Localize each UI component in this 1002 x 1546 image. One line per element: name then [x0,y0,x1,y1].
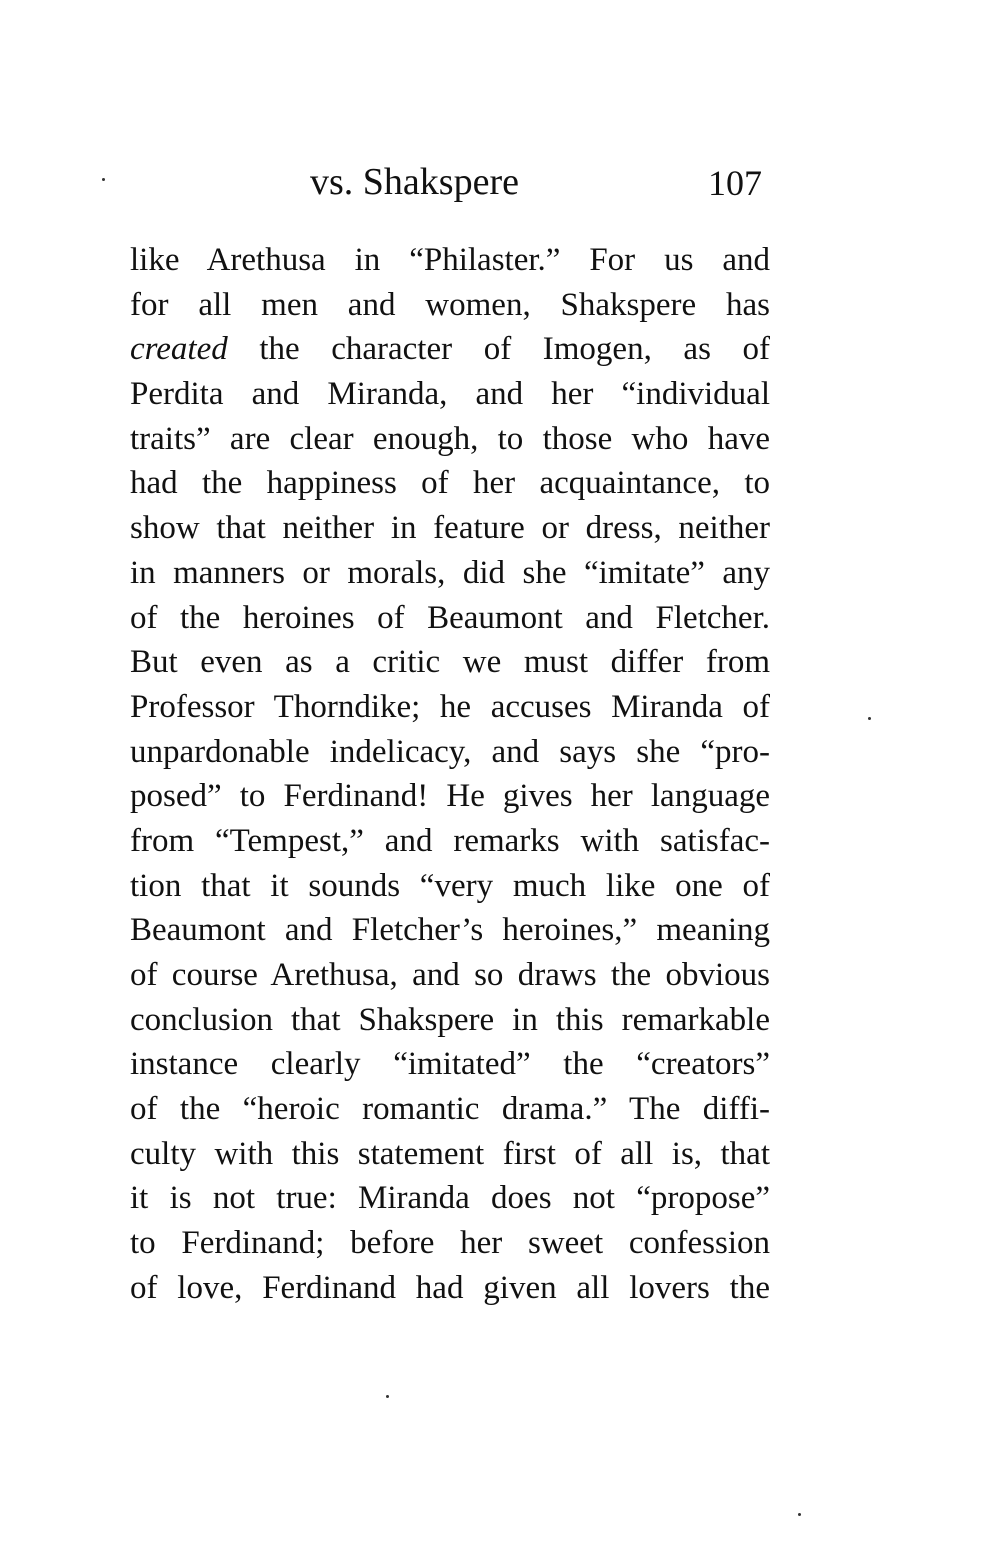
text-line: from “Tempest,” and remarks with satisfac- [130,822,770,859]
body-text [130,238,770,1311]
running-title: vs. Shakspere [310,161,519,203]
line-text: the character of Imogen, as of [227,331,770,368]
text-line: for all men and women, Shakspere has [130,286,770,323]
scan-speck [386,1395,389,1398]
text-line: unpardonable indelicacy, and says she “pro- [130,733,770,770]
text-line: of the “heroic romantic drama.” The diffi- [130,1091,770,1128]
page-header [130,160,770,210]
text-line: of the heroines of Beaumont and Fletcher. [130,599,770,636]
scan-speck [798,1513,801,1516]
text-line: traits” are clear enough, to those who have [130,420,770,457]
text-line: to Ferdinand; before her sweet confession [130,1225,770,1262]
text-line: Professor Thorndike; he accuses Miranda of [130,688,770,725]
text-line: in manners or morals, did she “imitate” any [130,554,770,591]
text-line: posed” to Ferdinand! He gives her language [130,778,770,815]
text-line: show that neither in feature or dress, neither [130,510,770,547]
text-line: But even as a critic we must differ from [130,644,770,681]
text-line: it is not true: Miranda does not “propose” [130,1180,770,1217]
text-line [130,327,770,372]
text-line: tion that it sounds “very much like one of [130,867,770,904]
text-line: of love, Ferdinand had given all lovers the [130,1269,770,1306]
text-line: of course Arethusa, and so draws the obvious [130,957,770,993]
scan-speck [102,178,105,181]
text-line: instance clearly “imitated” the “creators” [130,1046,770,1083]
text-line: had the happiness of her acquaintance, to [130,465,770,502]
text-line: Beaumont and Fletcher’s heroines,” meaning [130,912,770,949]
scan-speck [868,717,871,720]
text-line: like Arethusa in “Philaster.” For us and [130,242,770,278]
italic-word: created [130,331,228,368]
text-line: culty with this statement first of all is, that [130,1135,770,1172]
page-number: 107 [708,163,762,203]
text-line: conclusion that Shakspere in this remarkable [130,1001,770,1038]
text-line: Perdita and Miranda, and her “individual [130,376,770,413]
